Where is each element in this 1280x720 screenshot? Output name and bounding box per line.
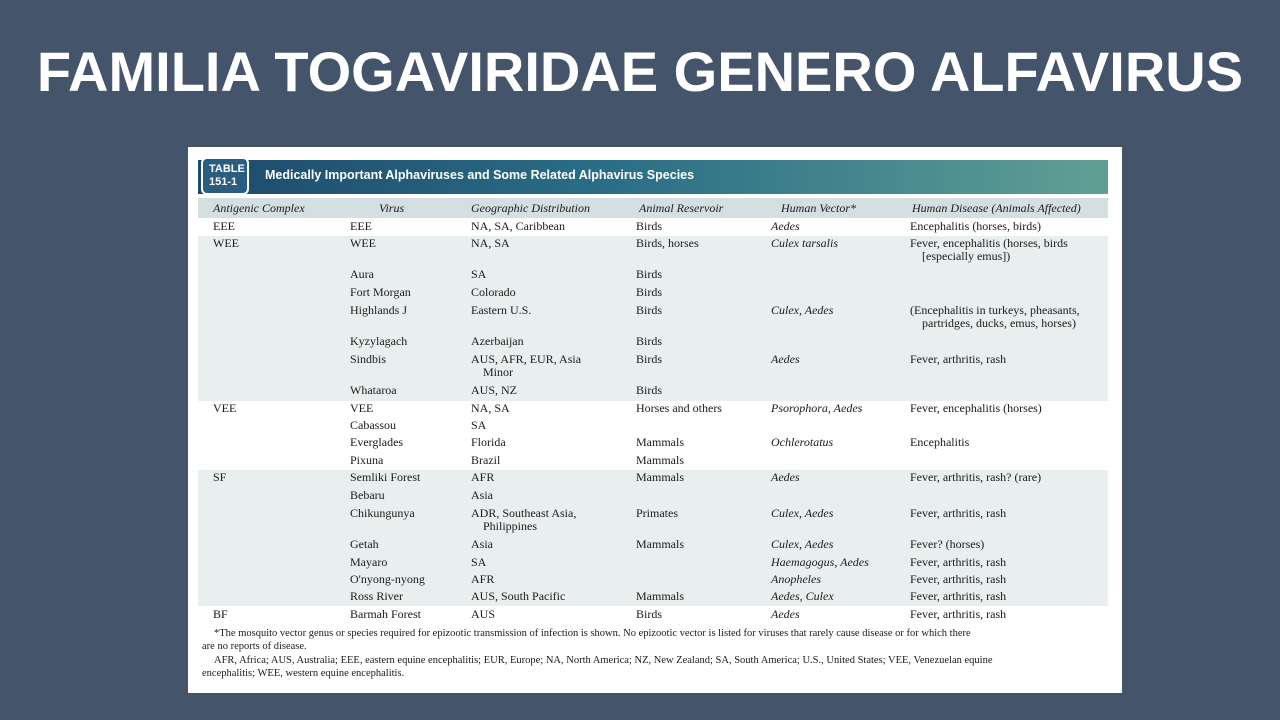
cell-human-vector <box>771 608 800 621</box>
cell-geographic-distribution <box>471 220 565 233</box>
cell-geographic-distribution <box>471 419 486 432</box>
cell-human-vector <box>771 507 833 520</box>
footnote-abbrev-line2: encephalitis; WEE, western equine encephalitis. <box>202 668 405 679</box>
cell-human-disease <box>910 608 1006 621</box>
cell-virus <box>350 419 396 432</box>
cell-geographic-distribution-continuation: Minor <box>483 365 513 379</box>
cell-human-vector-text: Aedes <box>771 352 800 366</box>
cell-virus <box>350 268 374 281</box>
cell-animal-reservoir-text: Primates <box>636 506 678 520</box>
cell-animal-reservoir <box>636 335 662 348</box>
cell-animal-reservoir-text: Birds <box>636 383 663 397</box>
cell-human-disease <box>910 402 1042 415</box>
cell-human-disease <box>910 237 1068 263</box>
cell-antigenic-complex <box>213 471 226 484</box>
cell-geographic-distribution <box>471 471 494 484</box>
cell-geographic-distribution-text: AUS <box>471 607 496 621</box>
table-badge-number: 151-1 <box>209 176 238 188</box>
cell-virus <box>350 573 425 586</box>
cell-antigenic-complex-text: VEE <box>213 401 237 415</box>
cell-geographic-distribution <box>471 268 486 281</box>
cell-animal-reservoir-text: Birds <box>636 267 663 281</box>
cell-virus-text: Sindbis <box>350 352 387 366</box>
cell-human-disease-text: Fever, arthritis, rash <box>910 607 1007 621</box>
header-virus: Virus <box>379 201 405 215</box>
cell-human-vector-text: Haemagogus, Aedes <box>771 555 869 569</box>
cell-virus-text: Whataroa <box>350 383 397 397</box>
cell-animal-reservoir <box>636 237 699 250</box>
cell-human-disease <box>910 556 1006 569</box>
cell-human-disease <box>910 573 1006 586</box>
cell-human-disease-text: Fever, arthritis, rash <box>910 352 1007 366</box>
cell-virus-text: O'nyong-nyong <box>350 572 425 586</box>
cell-geographic-distribution-text: AFR <box>471 572 495 586</box>
cell-antigenic-complex <box>213 237 239 250</box>
cell-animal-reservoir-text: Mammals <box>636 453 684 467</box>
cell-geographic-distribution <box>471 538 493 551</box>
cell-geographic-distribution-text: Florida <box>471 435 506 449</box>
cell-human-vector-text: Aedes <box>771 607 800 621</box>
cell-animal-reservoir <box>636 353 662 366</box>
cell-geographic-distribution <box>471 353 581 379</box>
cell-virus <box>350 353 386 366</box>
cell-human-disease-text: Fever, arthritis, rash <box>910 506 1007 520</box>
cell-animal-reservoir <box>636 471 684 484</box>
cell-virus-text: Chikungunya <box>350 506 415 520</box>
cell-antigenic-complex <box>213 402 236 415</box>
cell-geographic-distribution-text: AFR <box>471 470 495 484</box>
cell-geographic-distribution-text: Colorado <box>471 285 516 299</box>
cell-animal-reservoir <box>636 384 662 397</box>
table-image <box>188 147 1122 693</box>
cell-human-disease <box>910 590 1006 603</box>
table-number-badge <box>201 157 249 195</box>
cell-geographic-distribution-text: Azerbaijan <box>471 334 524 348</box>
cell-virus <box>350 608 421 621</box>
cell-geographic-distribution-text: AUS, NZ <box>471 383 518 397</box>
cell-geographic-distribution-text: AUS, South Pacific <box>471 589 566 603</box>
cell-geographic-distribution-text: NA, SA, Caribbean <box>471 219 565 233</box>
cell-human-vector-text: Culex, Aedes <box>771 303 834 317</box>
cell-geographic-distribution <box>471 335 524 348</box>
cell-human-vector <box>771 237 838 250</box>
cell-human-disease <box>910 507 1006 520</box>
cell-human-vector-text: Culex, Aedes <box>771 506 834 520</box>
cell-animal-reservoir <box>636 507 678 520</box>
cell-animal-reservoir <box>636 436 684 449</box>
cell-animal-reservoir <box>636 268 662 281</box>
cell-geographic-distribution-text: Asia <box>471 488 493 502</box>
header-antigenic-complex: Antigenic Complex <box>213 201 305 215</box>
cell-human-vector-text: Culex tarsalis <box>771 236 839 250</box>
cell-animal-reservoir-text: Birds <box>636 303 663 317</box>
cell-virus-text: EEE <box>350 219 372 233</box>
cell-animal-reservoir-text: Birds <box>636 334 663 348</box>
cell-virus <box>350 436 403 449</box>
cell-human-disease <box>910 471 1041 484</box>
cell-animal-reservoir <box>636 286 662 299</box>
cell-human-disease-text: Encephalitis (horses, birds) <box>910 219 1041 233</box>
cell-animal-reservoir-text: Birds <box>636 219 663 233</box>
cell-virus-text: Everglades <box>350 435 404 449</box>
cell-virus-text: Pixuna <box>350 453 384 467</box>
footnote-abbrev-line1: AFR, Africa; AUS, Australia; EEE, eastern equine encephalitis; EUR, Europe; NA, North America; NZ, New Zealand; SA, South America; U.S., United States; VEE, Venezuelan equine <box>214 655 993 666</box>
cell-geographic-distribution-text: SA <box>471 418 487 432</box>
cell-human-disease <box>910 304 1080 330</box>
cell-human-disease-text: Encephalitis <box>910 435 970 449</box>
cell-human-vector-text: Psorophora, Aedes <box>771 401 863 415</box>
cell-animal-reservoir-text: Birds <box>636 285 663 299</box>
cell-human-vector-text: Anopheles <box>771 572 821 586</box>
cell-geographic-distribution <box>471 507 576 533</box>
cell-animal-reservoir <box>636 402 722 415</box>
cell-geographic-distribution <box>471 454 500 467</box>
footnote-vector-line1: *The mosquito vector genus or species required for epizootic transmission of infection is shown. No epizootic vector is listed for viruses that rarely cause disease or for which there <box>214 628 971 639</box>
header-human-disease: Human Disease (Animals Affected) <box>912 201 1081 215</box>
cell-antigenic-complex <box>213 220 235 233</box>
cell-virus-text: Getah <box>350 537 379 551</box>
cell-antigenic-complex-text: WEE <box>213 236 239 250</box>
cell-geographic-distribution <box>471 608 495 621</box>
cell-geographic-distribution <box>471 556 486 569</box>
cell-virus-text: WEE <box>350 236 376 250</box>
cell-human-disease-text: Fever, arthritis, rash <box>910 572 1007 586</box>
cell-human-disease <box>910 220 1041 233</box>
cell-geographic-distribution <box>471 286 516 299</box>
cell-geographic-distribution <box>471 590 565 603</box>
table-badge-label: TABLE <box>209 163 245 175</box>
cell-human-disease-text: Fever, arthritis, rash <box>910 589 1007 603</box>
cell-virus-text: VEE <box>350 401 374 415</box>
header-human-vector: Human Vector* <box>781 201 856 215</box>
cell-geographic-distribution-text: Asia <box>471 537 493 551</box>
cell-virus-text: Cabassou <box>350 418 396 432</box>
cell-virus <box>350 335 407 348</box>
cell-human-vector <box>771 590 834 603</box>
cell-human-vector <box>771 573 821 586</box>
cell-virus-text: Semliki Forest <box>350 470 421 484</box>
cell-geographic-distribution-text: Eastern U.S. <box>471 303 532 317</box>
cell-virus <box>350 507 415 520</box>
cell-virus <box>350 237 376 250</box>
cell-antigenic-complex <box>213 608 228 621</box>
cell-virus-text: Ross River <box>350 589 404 603</box>
cell-animal-reservoir-text: Mammals <box>636 537 684 551</box>
cell-geographic-distribution-text: ADR, Southeast Asia, <box>471 506 577 520</box>
cell-geographic-distribution <box>471 237 510 250</box>
cell-geographic-distribution-continuation: Philippines <box>483 519 538 533</box>
cell-human-vector-text: Ochlerotatus <box>771 435 834 449</box>
cell-human-disease <box>910 353 1006 366</box>
cell-virus-text: Highlands J <box>350 303 407 317</box>
cell-human-vector <box>771 220 800 233</box>
cell-virus <box>350 471 420 484</box>
cell-animal-reservoir <box>636 538 684 551</box>
cell-geographic-distribution-text: AUS, AFR, EUR, Asia <box>471 352 582 366</box>
cell-human-vector-text: Aedes <box>771 219 800 233</box>
cell-virus-text: Aura <box>350 267 374 281</box>
cell-animal-reservoir-text: Birds, horses <box>636 236 699 250</box>
cell-human-disease-text: Fever, encephalitis (horses, birds <box>910 236 1068 250</box>
footnote-vector-line2: are no reports of disease. <box>202 641 307 652</box>
footnote-vector <box>202 627 1102 653</box>
cell-animal-reservoir <box>636 304 662 317</box>
cell-virus-text: Bebaru <box>350 488 385 502</box>
cell-human-disease-continuation: partridges, ducks, emus, horses) <box>922 316 1076 330</box>
cell-human-disease <box>910 436 969 449</box>
cell-antigenic-complex-text: BF <box>213 607 228 621</box>
cell-virus-text: Mayaro <box>350 555 388 569</box>
cell-human-vector-text: Aedes, Culex <box>771 589 834 603</box>
cell-virus-text: Barmah Forest <box>350 607 421 621</box>
cell-geographic-distribution <box>471 384 517 397</box>
cell-geographic-distribution-text: NA, SA <box>471 401 510 415</box>
cell-animal-reservoir-text: Birds <box>636 352 663 366</box>
cell-human-disease-continuation: [especially emus]) <box>922 249 1011 263</box>
cell-virus <box>350 556 387 569</box>
cell-animal-reservoir-text: Mammals <box>636 435 684 449</box>
cell-virus <box>350 538 379 551</box>
cell-virus-text: Kyzylagach <box>350 334 408 348</box>
cell-geographic-distribution-text: SA <box>471 555 487 569</box>
cell-human-vector <box>771 556 869 569</box>
cell-human-disease-text: Fever, arthritis, rash? (rare) <box>910 470 1042 484</box>
cell-human-vector <box>771 402 862 415</box>
cell-antigenic-complex-text: SF <box>213 470 227 484</box>
cell-geographic-distribution <box>471 573 494 586</box>
cell-animal-reservoir-text: Mammals <box>636 589 684 603</box>
cell-animal-reservoir-text: Birds <box>636 607 663 621</box>
cell-geographic-distribution <box>471 436 506 449</box>
header-geographic-distribution: Geographic Distribution <box>471 201 590 215</box>
cell-human-vector <box>771 538 833 551</box>
cell-virus <box>350 384 397 397</box>
cell-animal-reservoir-text: Mammals <box>636 470 684 484</box>
cell-virus <box>350 454 383 467</box>
table-title: Medically Important Alphaviruses and Some Related Alphavirus Species <box>265 168 695 182</box>
cell-human-vector-text: Culex, Aedes <box>771 537 834 551</box>
cell-geographic-distribution-text: SA <box>471 267 487 281</box>
cell-geographic-distribution-text: NA, SA <box>471 236 510 250</box>
cell-human-vector <box>771 353 800 366</box>
cell-virus <box>350 304 407 317</box>
cell-animal-reservoir <box>636 608 662 621</box>
cell-animal-reservoir-text: Horses and others <box>636 401 722 415</box>
cell-human-disease-text: Fever, arthritis, rash <box>910 555 1007 569</box>
cell-human-vector <box>771 471 800 484</box>
cell-virus <box>350 220 372 233</box>
cell-geographic-distribution <box>471 402 510 415</box>
cell-animal-reservoir <box>636 590 684 603</box>
cell-animal-reservoir <box>636 220 662 233</box>
header-animal-reservoir: Animal Reservoir <box>639 201 724 215</box>
cell-virus <box>350 402 373 415</box>
cell-antigenic-complex-text: EEE <box>213 219 235 233</box>
cell-geographic-distribution-text: Brazil <box>471 453 501 467</box>
cell-human-disease-text: Fever, encephalitis (horses) <box>910 401 1042 415</box>
cell-virus <box>350 489 385 502</box>
cell-human-disease <box>910 538 984 551</box>
cell-animal-reservoir <box>636 454 684 467</box>
cell-virus <box>350 590 403 603</box>
slide-title: FAMILIA TOGAVIRIDAE GENERO ALFAVIRUS <box>36 40 1244 103</box>
cell-virus-text: Fort Morgan <box>350 285 411 299</box>
cell-human-vector <box>771 304 833 317</box>
footnote-abbreviations <box>202 654 1102 680</box>
cell-geographic-distribution <box>471 304 531 317</box>
cell-virus <box>350 286 411 299</box>
cell-human-vector-text: Aedes <box>771 470 800 484</box>
cell-human-disease-text: Fever? (horses) <box>910 537 985 551</box>
cell-human-disease-text: (Encephalitis in turkeys, pheasants, <box>910 303 1080 317</box>
cell-geographic-distribution <box>471 489 493 502</box>
cell-human-vector <box>771 436 833 449</box>
